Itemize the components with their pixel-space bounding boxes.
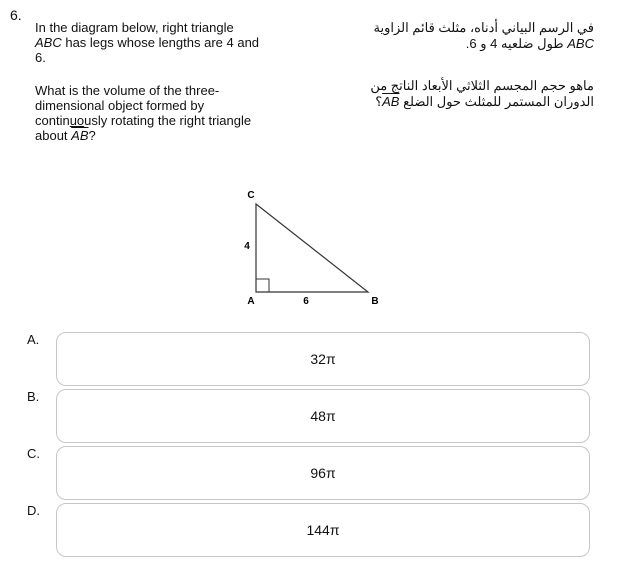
vertex-a-label: A [247,296,255,307]
question-text-english [35,20,285,65]
choice-b-letter: B. [27,389,40,404]
english-text: has legs whose lengths are 4 and [61,35,260,50]
english-text: ? [88,128,96,143]
leg-ac-label: 4 [244,241,250,252]
right-angle-marker [256,279,269,292]
english-line: What is the volume of the three- [35,83,220,98]
english-line: dimensional object formed by [35,98,205,113]
arabic-text: ؟ [375,94,383,109]
underlined-text: uo [69,113,85,128]
triangle-name: ABC [567,36,594,51]
choice-d-letter: D. [27,503,40,518]
choice-c-letter: C. [27,446,40,461]
question-number: 6. [10,7,22,23]
arabic-line: في الرسم البياني أدناه، مثلث قائم الزاوية [373,20,594,35]
english-text: contin [35,113,70,128]
english-line: 6. [35,50,46,65]
choice-a-answer: 32π [310,351,336,367]
question-text-arabic [344,20,594,52]
leg-ab-label: 6 [303,296,309,307]
question-prompt-arabic [344,78,594,110]
choice-a-button[interactable] [56,332,590,386]
choice-d-answer: 144π [306,522,340,538]
arabic-line: ماهو حجم المجسم الثلاثي الأبعاد الناتج من [370,78,594,93]
arabic-line [344,94,594,110]
choice-c-answer: 96π [310,465,336,481]
arabic-line [344,36,594,52]
arabic-text: طول ضلعيه 4 و 6. [465,36,564,51]
segment-ab: $\overline{AB}$ [382,94,400,109]
question-prompt-english [35,83,285,143]
choice-c-button[interactable] [56,446,590,500]
choice-b-answer: 48π [310,408,336,424]
choice-b-button[interactable] [56,389,590,443]
choice-d-button[interactable] [56,503,590,557]
english-line: In the diagram below, right triangle [35,20,234,35]
english-text: about [35,128,72,143]
right-triangle-diagram [236,186,392,310]
choice-a-letter: A. [27,332,40,347]
arabic-text: الدوران المستمر للمثلث حول الضلع [403,94,594,109]
triangle-abc [256,204,368,292]
english-line [35,35,285,50]
english-line [35,128,285,143]
english-line [35,113,285,128]
vertex-b-label: B [371,296,379,307]
vertex-c-label: C [247,190,255,201]
english-text: usly rotating the right triangle [84,113,252,128]
triangle-name: ABC [35,35,62,50]
segment-ab: $\overline{AB}$ [71,128,89,143]
